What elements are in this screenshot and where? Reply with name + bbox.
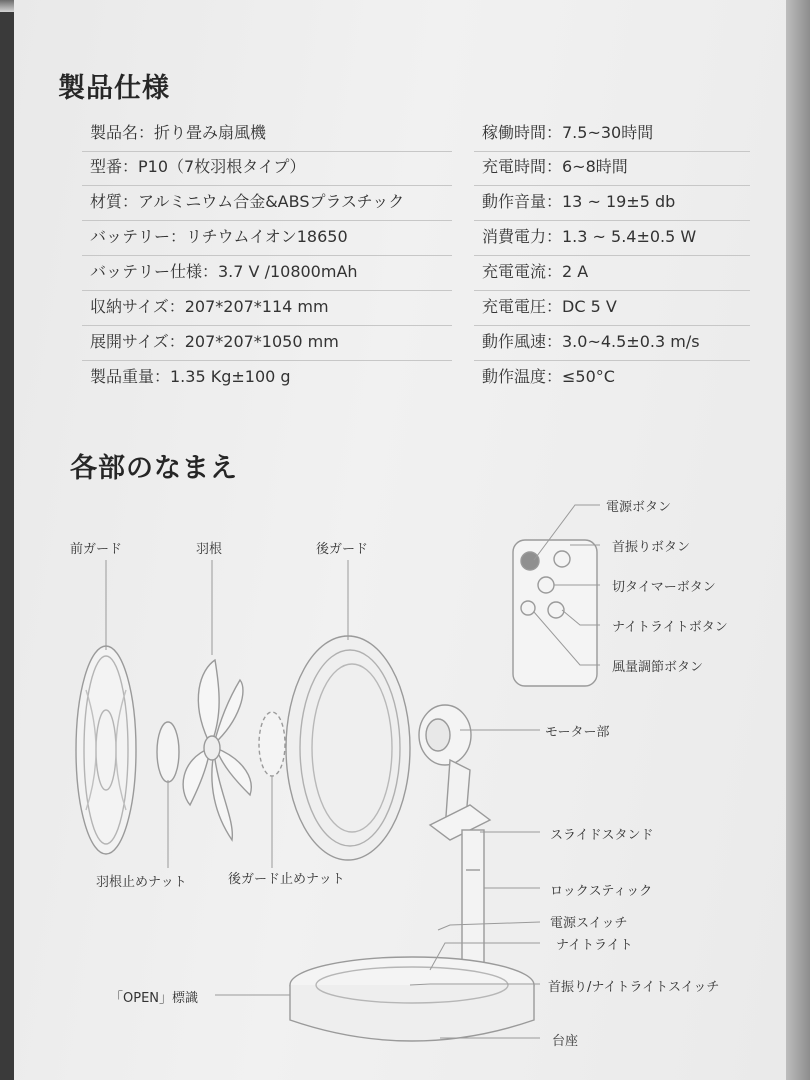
spec-row: 充電電流：2 A (474, 257, 750, 291)
spec-row: バッテリー：リチウムイオン18650 (82, 222, 452, 256)
spec-row: 充電電圧：DC 5 V (474, 292, 750, 326)
spec-row: 製品名：折り畳み扇風機 (82, 118, 452, 152)
label-base: 台座 (552, 1034, 579, 1049)
label-timer-button: 切タイマーボタン (612, 580, 716, 595)
label-open-mark: 「OPEN」標識 (110, 991, 199, 1006)
label-nightlight-button: ナイトライトボタン (612, 620, 728, 635)
spec-row: バッテリー仕様：3.7 V /10800mAh (82, 257, 452, 291)
label-night-light: ナイトライト (556, 938, 633, 953)
rear-guard-illustration (286, 636, 410, 860)
spec-row: 充電時間：6~8時間 (474, 152, 750, 186)
spec-row: 動作温度：≤50°C (482, 367, 615, 386)
spec-row: 動作風速：3.0~4.5±0.3 m/s (474, 327, 750, 361)
label-motor: モーター部 (545, 725, 610, 740)
blade-illustration (183, 660, 251, 840)
front-guard-illustration (76, 646, 136, 854)
stand-illustration (430, 805, 490, 970)
label-lock-stick: ロックスティック (550, 884, 653, 899)
spec-row: 材質：アルミニウム合金&ABSプラスチック (82, 187, 452, 221)
label-swing-button: 首振りボタン (612, 540, 691, 555)
spec-row: 稼働時間：7.5~30時間 (474, 118, 750, 152)
spec-row: 消費電力：1.3 ~ 5.4±0.5 W (474, 222, 750, 256)
base-illustration (290, 957, 534, 1041)
spec-row: 型番：P10（7枚羽根タイプ） (82, 152, 452, 186)
label-slide-stand: スライドスタンド (550, 828, 654, 843)
label-rear-guard-nut: 後ガード止めナット (228, 872, 345, 887)
parts-title: 各部のなまえ (70, 453, 238, 484)
label-power-button: 電源ボタン (606, 500, 672, 515)
label-front-guard: 前ガード (70, 542, 123, 557)
spec-row: 収納サイズ：207*207*114 mm (82, 292, 452, 326)
spec-row: 展開サイズ：207*207*1050 mm (82, 327, 452, 361)
label-speed-button: 風量調節ボタン (612, 660, 704, 675)
remote-illustration (513, 540, 597, 686)
blade-nut-illustration (157, 722, 179, 782)
label-blade: 羽根 (196, 542, 223, 557)
rear-guard-nut-illustration (259, 712, 285, 776)
spec-title: 製品仕様 (58, 73, 170, 104)
spec-row: 製品重量：1.35 Kg±100 g (90, 367, 291, 386)
label-blade-nut: 羽根止めナット (96, 875, 187, 890)
label-power-switch: 電源スイッチ (550, 916, 628, 931)
label-swing-switch: 首振り/ナイトライトスイッチ (548, 980, 720, 995)
spec-row: 動作音量：13 ~ 19±5 db (474, 187, 750, 221)
label-rear-guard: 後ガード (316, 542, 369, 557)
